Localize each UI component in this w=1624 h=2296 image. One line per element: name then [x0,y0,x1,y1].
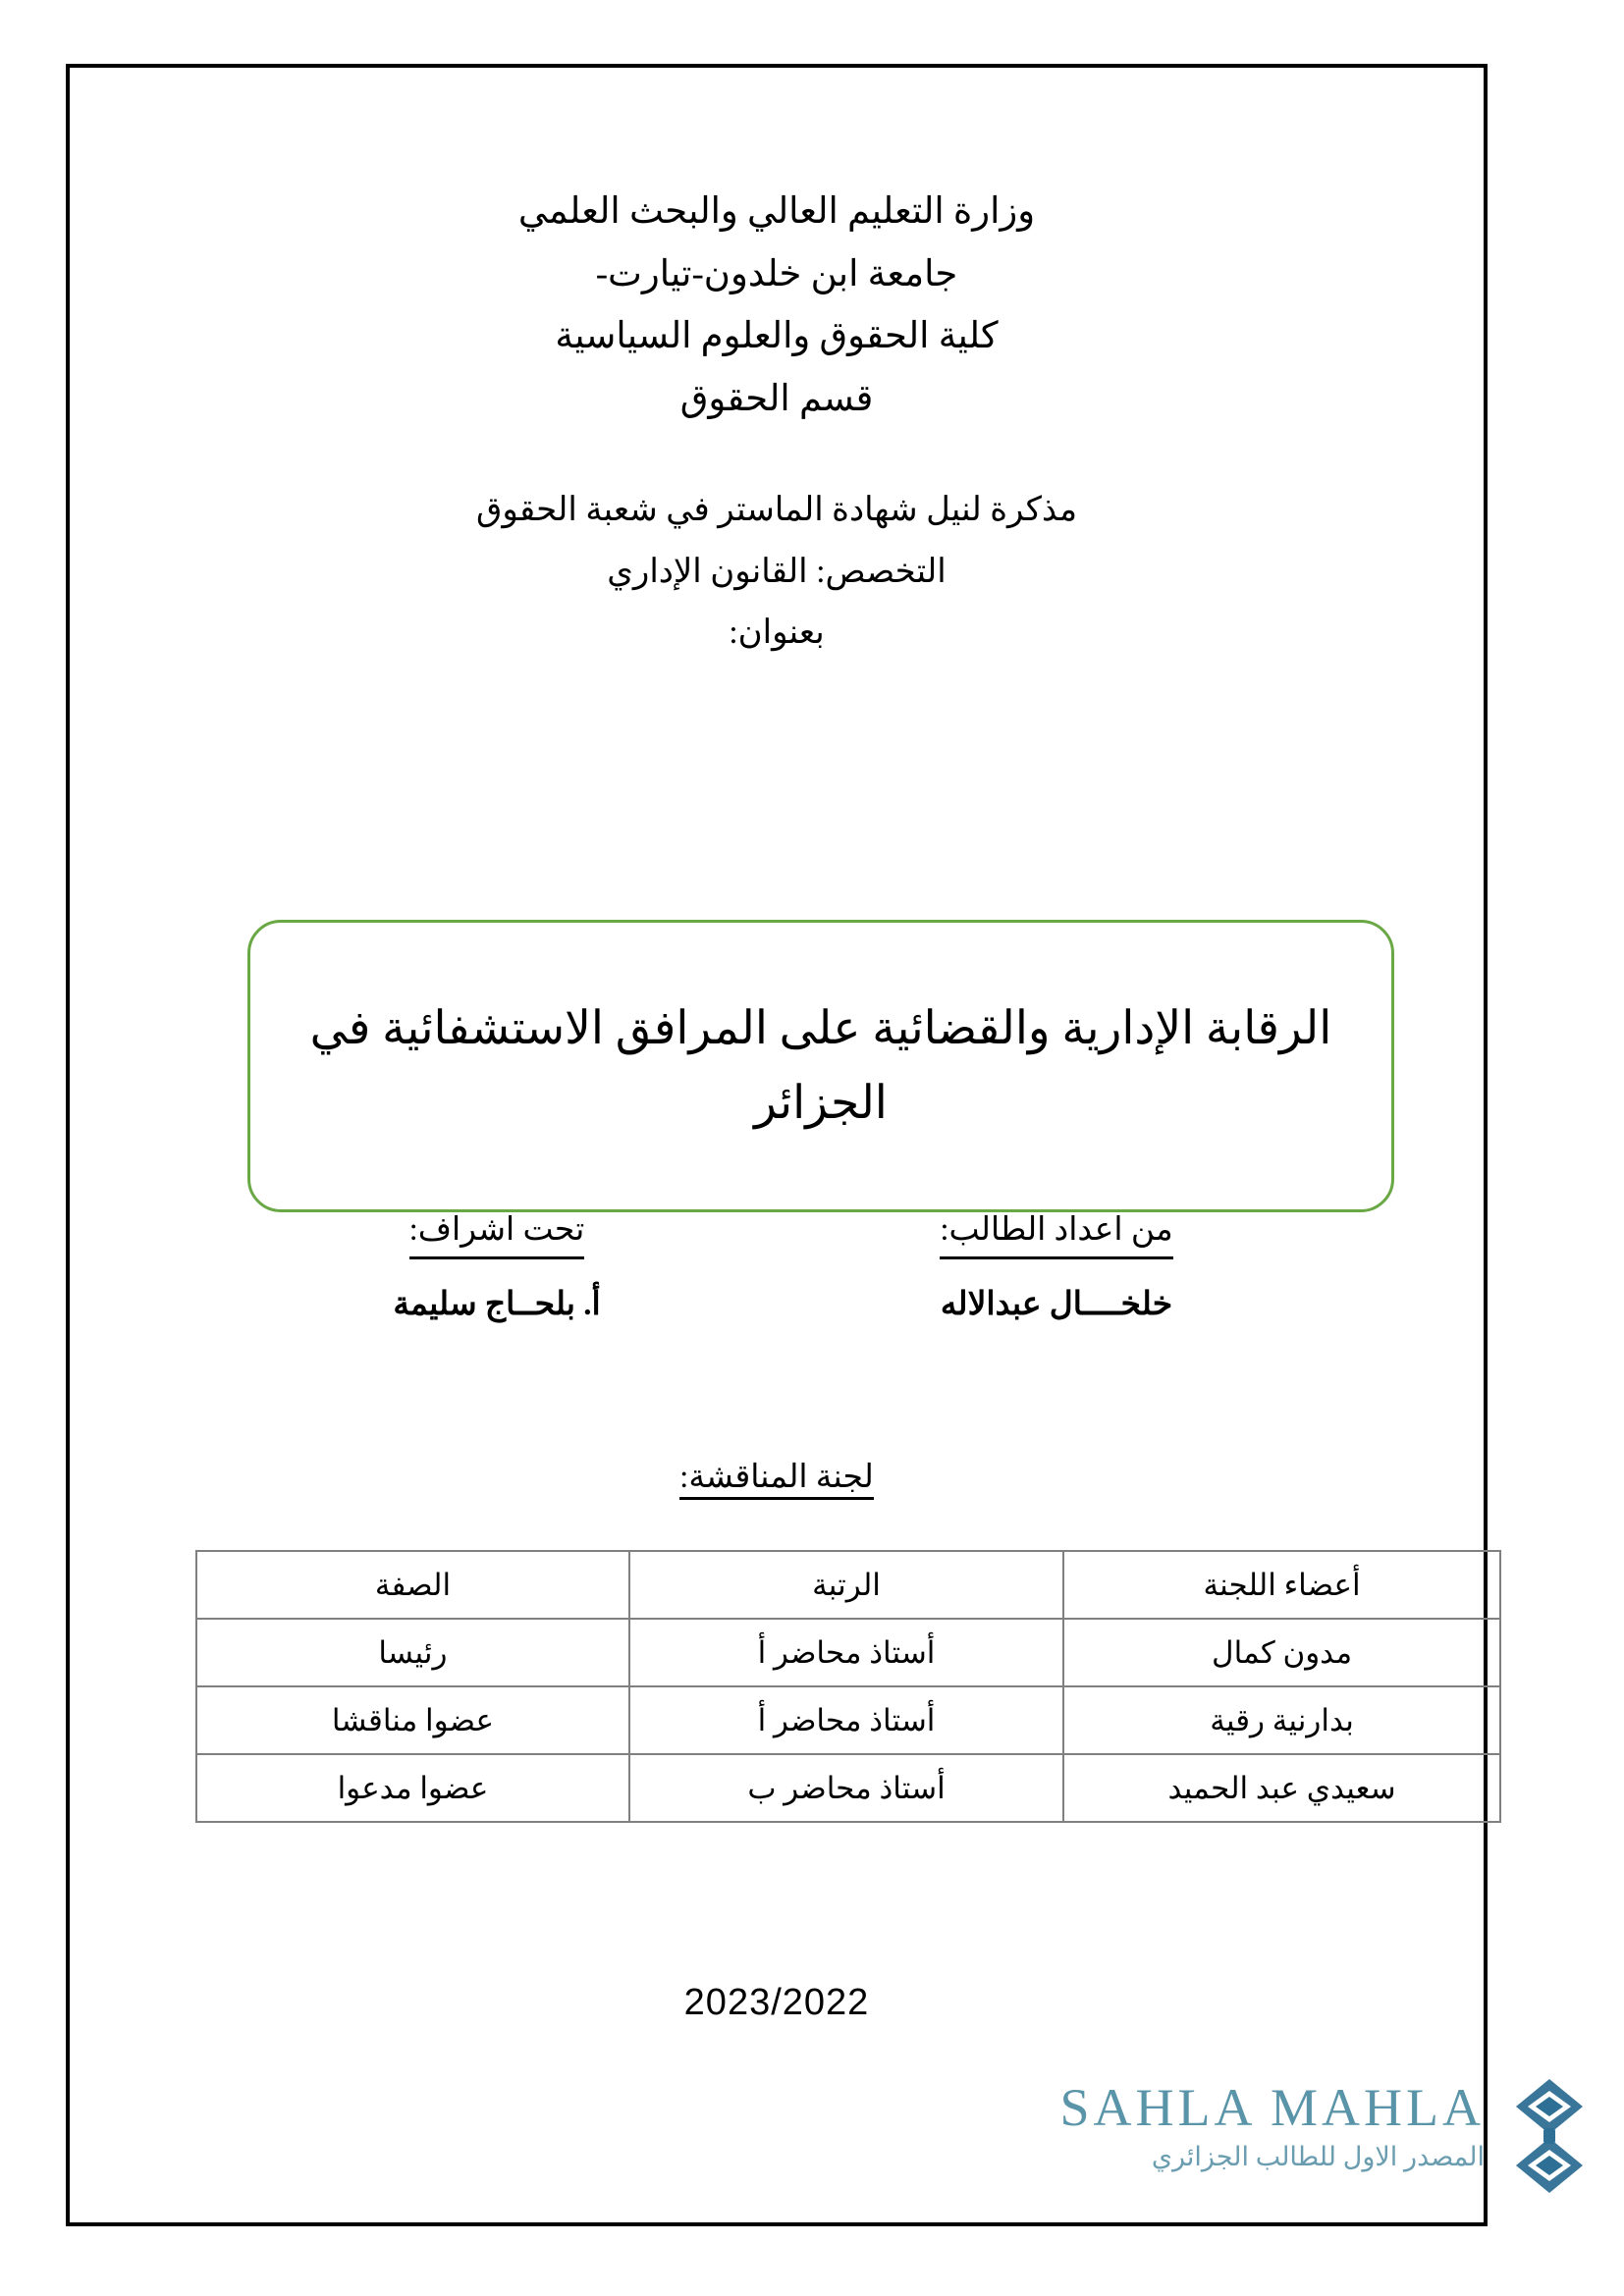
column-header-rank: الرتبة [629,1551,1063,1619]
titled-label: بعنوان: [729,614,825,652]
watermark-text [1059,2078,1485,2171]
cell-member: سعيدي عبد الحميد [1063,1754,1500,1822]
cell-role: عضوا مدعوا [196,1754,629,1822]
table-row [196,1619,1500,1686]
authorship-row [178,1206,1376,1373]
jury-heading [70,1457,1484,1500]
jury-table [195,1550,1501,1823]
cell-role: رئيسا [196,1619,629,1686]
table-row [196,1754,1500,1822]
degree-statement: مذكرة لنيل شهادة الماستر في شعبة الحقوق [475,492,1078,528]
institution-header [70,181,1484,431]
cell-member: مدون كمال [1063,1619,1500,1686]
watermark-brand: SAHLA MAHLA [1059,2078,1485,2137]
student-name: خلخــــال عبدالاله [940,1286,1173,1322]
degree-block [70,480,1484,665]
faculty-line: كلية الحقوق والعلوم السياسية [555,316,999,357]
cell-rank: أستاذ محاضر ب [629,1754,1063,1822]
supervisor-name: أ. بلحــاج سليمة [393,1286,601,1322]
thesis-title: الرقابة الإدارية والقضائية على المرافق الاستشفائية في الجزائر [309,1002,1332,1129]
jury-heading-text: لجنة المناقشة: [679,1457,874,1500]
watermark-tagline: المصدر الاول للطالب الجزائري [1151,2142,1485,2171]
cell-member: بدارنية رقية [1063,1686,1500,1754]
supervisor-column [286,1206,708,1329]
page-border-frame [66,64,1488,2226]
cell-rank: أستاذ محاضر أ [629,1619,1063,1686]
column-header-role: الصفة [196,1551,629,1619]
student-column [845,1206,1268,1329]
ministry-line: وزارة التعليم العالي والبحث العلمي [517,191,1036,232]
column-header-member: أعضاء اللجنة [1063,1551,1500,1619]
thesis-title-box [247,920,1394,1212]
academic-year: 2023/2022 [683,1982,870,2023]
student-label: من اعداد الطالب: [940,1206,1172,1259]
university-line: جامعة ابن خلدون-تيارت- [595,253,958,294]
table-header-row [196,1551,1500,1619]
table-row [196,1686,1500,1754]
cell-role: عضوا مناقشا [196,1686,629,1754]
watermark-logo [1059,2078,1600,2243]
supervisor-label: تحت اشراف: [409,1206,585,1259]
diamond-knot-icon [1498,2077,1600,2195]
specialty-line: التخصص: القانون الإداري [607,553,947,590]
page-content [70,68,1484,2222]
cell-rank: أستاذ محاضر أ [629,1686,1063,1754]
department-line: قسم الحقوق [679,378,874,419]
